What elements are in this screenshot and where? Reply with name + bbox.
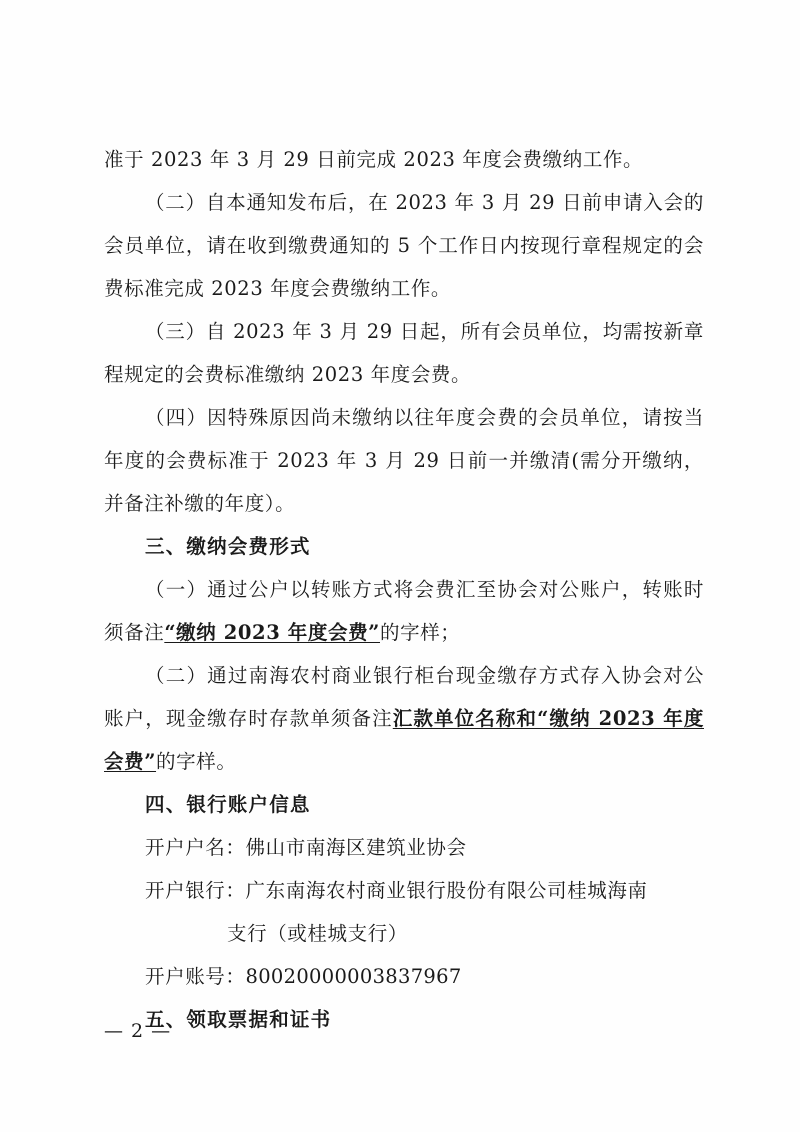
page-footer: — 2 —: [104, 1020, 172, 1042]
account-number-value: 80020000003837967: [245, 965, 462, 988]
account-bank-label: 开户银行：: [145, 879, 246, 902]
payment-one-emphasis: “缴纳 2023 年度会费”: [164, 621, 380, 644]
section-heading-five: 五、领取票据和证书: [145, 1008, 332, 1031]
account-bank-row: [104, 869, 704, 912]
payment-two-text-lead: （二）通过南海农村商业银行柜台现金缴存方式存入协会对公账户，现金缴存时存款单须备注: [104, 664, 704, 730]
account-name-value: 佛山市南海区建筑业协会: [245, 836, 467, 859]
account-number-label: 开户账号：: [145, 965, 246, 988]
paragraph-payment-method-one: [104, 568, 704, 654]
document-body: [104, 138, 704, 1041]
section-heading-four: 四、银行账户信息: [145, 793, 311, 816]
paragraph-deadline-2023: 准于 2023 年 3 月 29 日前完成 2023 年度会费缴纳工作。: [104, 148, 644, 171]
paragraph-item-four: （四）因特殊原因尚未缴纳以往年度会费的会员单位，请按当年度的会费标准于 2023 年 3 月 29 日前一并缴清(需分开缴纳，并备注补缴的年度）。: [104, 406, 704, 515]
payment-two-text-tail: 的字样。: [156, 750, 237, 773]
payment-one-text-tail: 的字样；: [380, 621, 461, 644]
account-bank-value: 广东南海农村商业银行股份有限公司桂城海南: [245, 879, 648, 902]
payment-one-text-lead: （一）通过公户以转账方式将会费汇至协会对公账户，转账时须备注: [104, 578, 704, 644]
account-number-row: [104, 955, 704, 998]
paragraph-item-three: （三）自 2023 年 3 月 29 日起，所有会员单位，均需按新章程规定的会费标准缴纳 2023 年度会费。: [104, 320, 704, 386]
payment-two-emphasis: 汇款单位名称和“缴纳 2023 年度会费”: [104, 707, 704, 773]
paragraph-payment-method-two: [104, 654, 704, 783]
account-name-row: [104, 826, 704, 869]
section-heading-three: 三、缴纳会费形式: [145, 535, 311, 558]
account-name-label: 开户户名：: [145, 836, 246, 859]
paragraph-item-two: （二）自本通知发布后，在 2023 年 3 月 29 日前申请入会的会员单位，请在收到缴费通知的 5 个工作日内按现行章程规定的会费标准完成 2023 年度会费缴纳工作。: [104, 191, 704, 300]
account-bank-branch: 支行（或桂城支行）: [227, 922, 408, 945]
